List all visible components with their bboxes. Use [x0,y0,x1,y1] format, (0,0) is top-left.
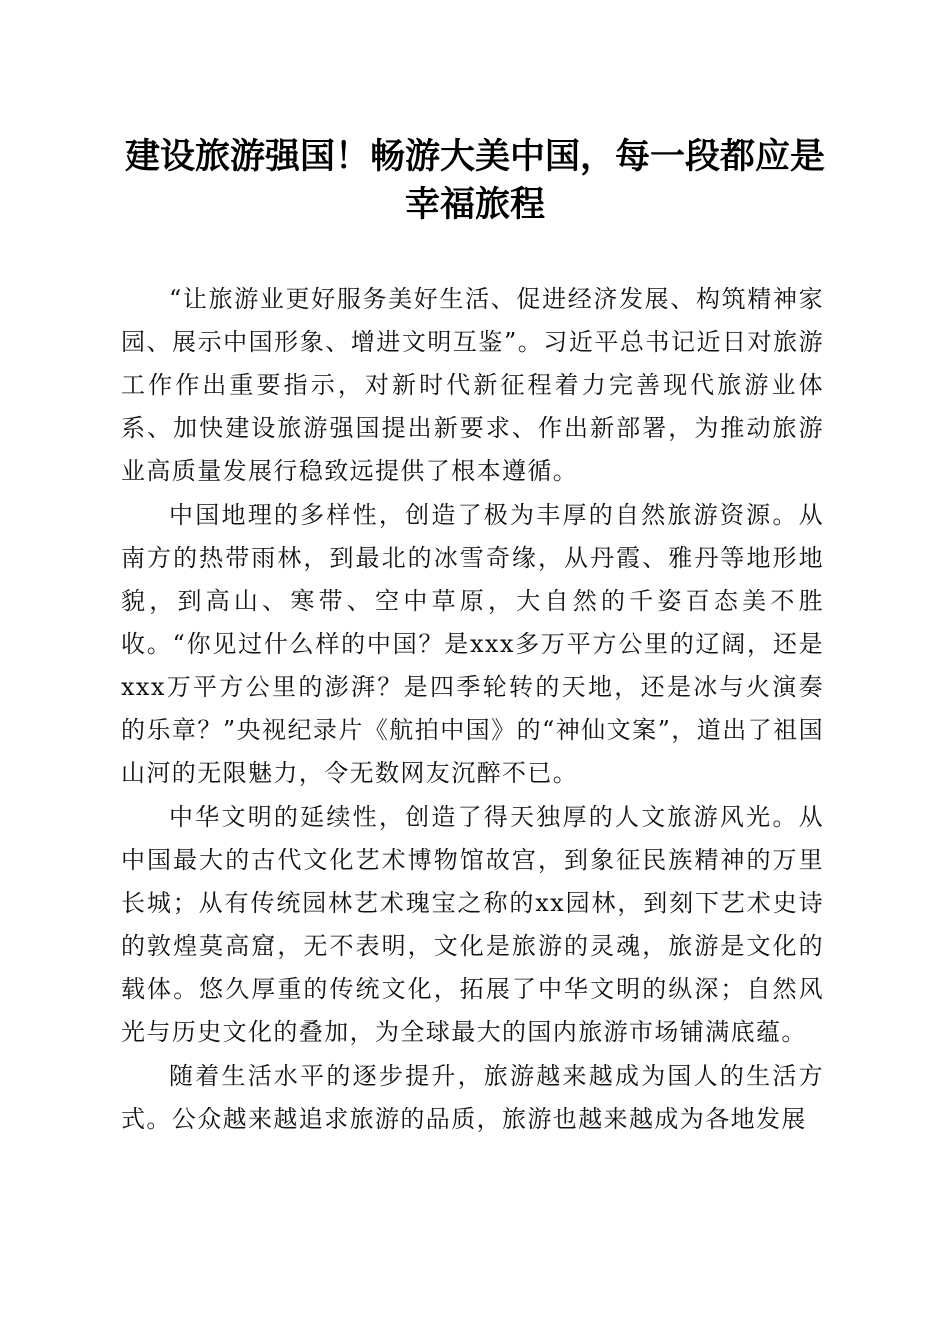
paragraph-2: 中国地理的多样性，创造了极为丰厚的自然旅游资源。从南方的热带雨林，到最北的冰雪奇缘，从丹霞、雅丹等地形地貌，到高山、寒带、空中草原，大自然的千姿百态美不胜收。“你见过什么样的中国？是xxx多万平方公里的辽阔，还是xxx万平方公里的澎湃？是四季轮转的天地，还是冰与火演奏的乐章？”央视纪录片《航拍中国》的“神仙文案”，道出了祖国山河的无限魅力，令无数网友沉醉不已。 [121,501,824,787]
document-title: 建设旅游强国！畅游大美中国，每一段都应是幸福旅程 [124,136,825,225]
paragraph-4: 随着生活水平的逐步提升，旅游越来越成为国人的生活方式。公众越来越追求旅游的品质，旅游也越来越成为各地发展 [121,1062,824,1133]
paragraph-3: 中华文明的延续性，创造了得天独厚的人文旅游风光。从中国最大的古代文化艺术博物馆故宫，到象征民族精神的万里长城；从有传统园林艺术瑰宝之称的xx园林，到刻下艺术史诗的敦煌莫高窟，无不表明，文化是旅游的灵魂，旅游是文化的载体。悠久厚重的传统文化，拓展了中华文明的纵深；自然风光与历史文化的叠加，为全球最大的国内旅游市场铺满底蕴。 [121,803,824,1046]
document-body [121,278,824,1142]
paragraph-1: “让旅游业更好服务美好生活、促进经济发展、构筑精神家园、展示中国形象、增进文明互鉴”。习近平总书记近日对旅游工作作出重要指示，对新时代新征程着力完善现代旅游业体系、加快建设旅游强国提出新要求、作出新部署，为推动旅游业高质量发展行稳致远提供了根本遵循。 [121,285,824,485]
